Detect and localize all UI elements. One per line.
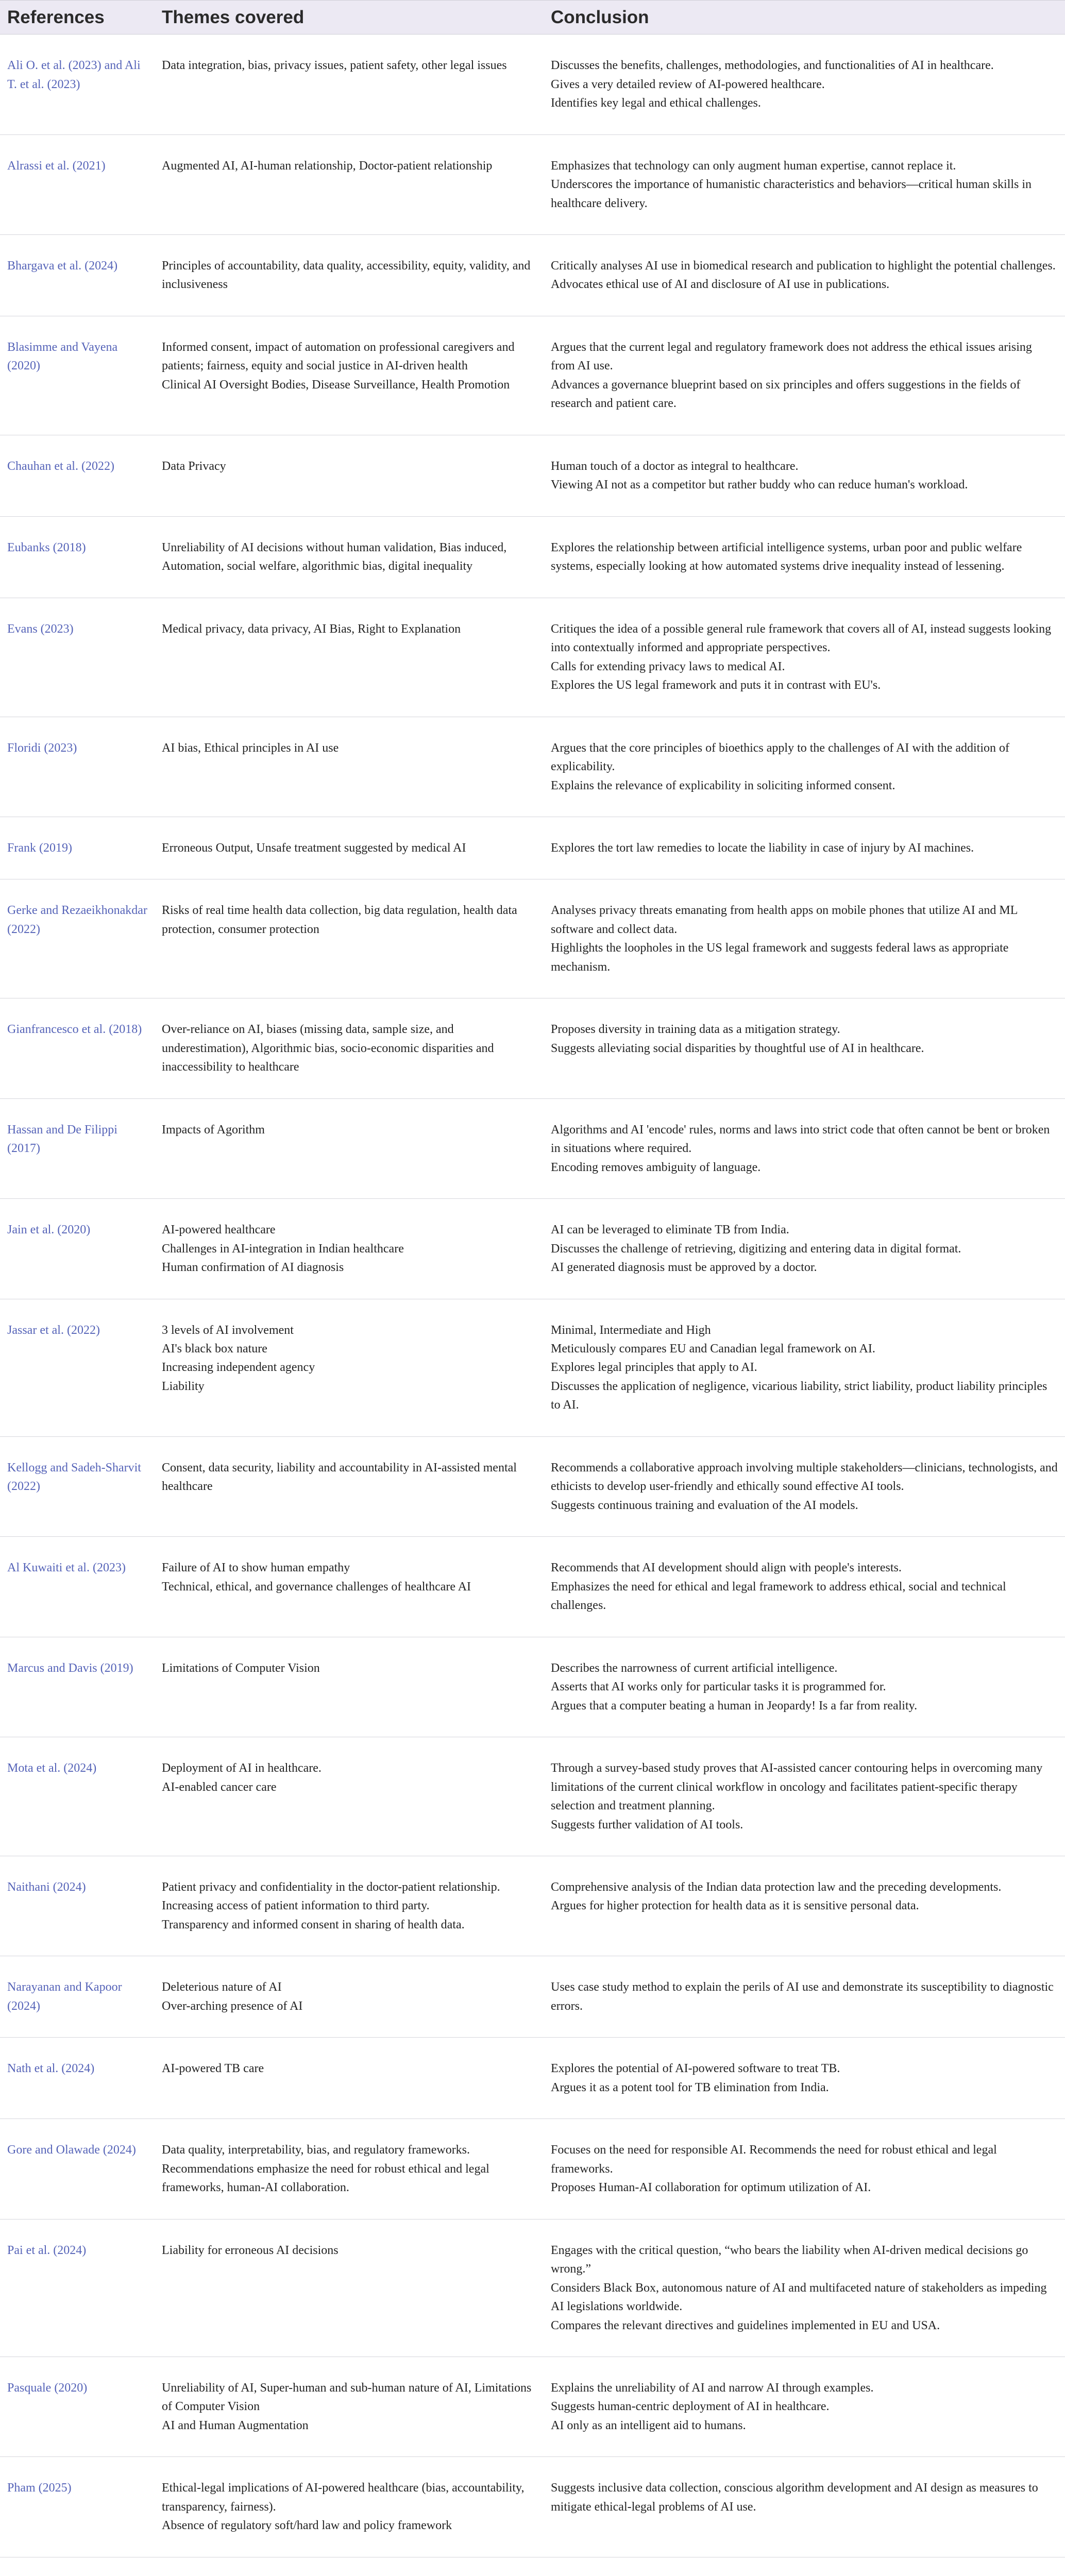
table-row bbox=[0, 435, 1065, 516]
reference-cell[interactable]: Pasquale (2020) bbox=[0, 2357, 155, 2457]
reference-cell[interactable] bbox=[0, 2557, 155, 2576]
theme-line: AI and Human Augmentation bbox=[162, 2418, 309, 2432]
theme-line: Clinical AI Oversight Bodies, Disease Surveillance, Health Promotion bbox=[162, 378, 510, 392]
table-row bbox=[0, 1856, 1065, 1956]
conclusion-cell bbox=[544, 1956, 1065, 2038]
conclusion-line: Discusses the challenge of retrieving, digitizing and entering data in digital format. bbox=[551, 1242, 961, 1256]
reference-cell[interactable]: Al Kuwaiti et al. (2023) bbox=[0, 1537, 155, 1637]
reference-cell[interactable]: Kellogg and Sadeh-Sharvit (2022) bbox=[0, 1436, 155, 1536]
conclusion-line: Encoding removes ambiguity of language. bbox=[551, 1160, 761, 1174]
table-row bbox=[0, 134, 1065, 234]
themes-cell bbox=[155, 817, 544, 879]
conclusion-line: Advances a governance blueprint based on six principles and offers suggestions in the fields of research and patient care. bbox=[551, 378, 1021, 411]
theme-line: Limitations of Computer Vision bbox=[162, 1661, 320, 1675]
table-row bbox=[0, 1098, 1065, 1198]
conclusion-cell bbox=[544, 2457, 1065, 2557]
theme-line: Impacts of Agorithm bbox=[162, 1123, 265, 1137]
theme-line: Human confirmation of AI diagnosis bbox=[162, 1261, 344, 1275]
reference-cell[interactable]: Frank (2019) bbox=[0, 817, 155, 879]
conclusion-line: Underscores the importance of humanistic characteristics and behaviors—critical human skills in healthcare delivery. bbox=[551, 178, 1032, 210]
conclusion-cell bbox=[544, 1856, 1065, 1956]
conclusion-line: Explains the relevance of explicability in soliciting informed consent. bbox=[551, 778, 895, 792]
reference-cell[interactable]: Bhargava et al. (2024) bbox=[0, 235, 155, 316]
conclusion-cell bbox=[544, 1737, 1065, 1856]
conclusion-cell bbox=[544, 717, 1065, 817]
conclusion-line: Argues for higher protection for health data as it is sensitive personal data. bbox=[551, 1899, 919, 1913]
conclusion-line: Discusses the application of negligence, vicarious liability, strict liability, product liability principles to AI. bbox=[551, 1379, 1047, 1412]
conclusion-cell bbox=[544, 435, 1065, 516]
theme-line: AI bias, Ethical principles in AI use bbox=[162, 741, 339, 755]
conclusion-cell bbox=[544, 2219, 1065, 2357]
conclusion-line: Suggests human-centric deployment of AI in healthcare. bbox=[551, 2400, 830, 2414]
conclusion-line: Gives a very detailed review of AI-powered healthcare. bbox=[551, 77, 825, 91]
themes-cell bbox=[155, 1856, 544, 1956]
theme-line: Patient privacy and confidentiality in the doctor-patient relationship. bbox=[162, 1880, 500, 1894]
theme-line: Increasing access of patient information to third party. bbox=[162, 1899, 430, 1913]
conclusion-line: Analyses privacy threats emanating from health apps on mobile phones that utilize AI and ML software and collect data. bbox=[551, 904, 1018, 936]
table-row bbox=[0, 1199, 1065, 1299]
reference-cell[interactable]: Eubanks (2018) bbox=[0, 516, 155, 598]
table-body bbox=[0, 35, 1065, 2576]
table-row bbox=[0, 1637, 1065, 1737]
conclusion-line: Recommends a collaborative approach involving multiple stakeholders—clinicians, technologists, and ethicists to develop user-friendly and ethically sound effective AI tools. bbox=[551, 1461, 1058, 1494]
theme-line: Failure of AI to show human empathy bbox=[162, 1561, 350, 1575]
conclusion-cell bbox=[544, 2357, 1065, 2457]
conclusion-cell bbox=[544, 516, 1065, 598]
reference-cell[interactable]: Blasimme and Vayena (2020) bbox=[0, 316, 155, 435]
table-row bbox=[0, 1737, 1065, 1856]
themes-cell bbox=[155, 2119, 544, 2219]
themes-cell bbox=[155, 1436, 544, 1536]
conclusion-line: Human touch of a doctor as integral to healthcare. bbox=[551, 459, 799, 473]
reference-cell[interactable]: Mota et al. (2024) bbox=[0, 1737, 155, 1856]
conclusion-line: Emphasizes that technology can only augment human expertise, cannot replace it. bbox=[551, 159, 956, 173]
table-row bbox=[0, 316, 1065, 435]
theme-line: AI-powered healthcare bbox=[162, 1223, 276, 1237]
conclusion-line: Algorithms and AI 'encode' rules, norms and laws into strict code that often cannot be bent or broken in situations where required. bbox=[551, 1123, 1050, 1156]
conclusion-line: Emphasizes the need for ethical and legal framework to address ethical, social and technical challenges. bbox=[551, 1580, 1006, 1613]
conclusion-line: Argues that a computer beating a human in Jeopardy! Is a far from reality. bbox=[551, 1699, 918, 1713]
reference-cell[interactable]: Naithani (2024) bbox=[0, 1856, 155, 1956]
conclusion-cell bbox=[544, 2038, 1065, 2119]
theme-line: Transparency and informed consent in sharing of health data. bbox=[162, 1918, 465, 1931]
table-row bbox=[0, 817, 1065, 879]
theme-line: Liability bbox=[162, 1379, 205, 1393]
table-row bbox=[0, 598, 1065, 717]
theme-line: Over-arching presence of AI bbox=[162, 1999, 303, 2013]
conclusion-line: Through a survey-based study proves that AI-assisted cancer contouring helps in overcoming many limitations of the current clinical workflow in oncology and facilitates patient-specific therapy selection and treatment planning. bbox=[551, 1761, 1043, 1813]
conclusion-line: Identifies key legal and ethical challenges. bbox=[551, 96, 761, 110]
conclusion-line: Asserts that AI works only for particular tasks it is programmed for. bbox=[551, 1680, 886, 1694]
conclusion-line: Suggests continuous training and evaluation of the AI models. bbox=[551, 1498, 858, 1512]
conclusion-line: Explores the tort law remedies to locate the liability in case of injury by AI machines. bbox=[551, 841, 974, 855]
reference-cell[interactable]: Nath et al. (2024) bbox=[0, 2038, 155, 2119]
conclusion-line: Explores the relationship between artificial intelligence systems, urban poor and public welfare systems, especially looking at how automated systems drive inequality instead of lessening. bbox=[551, 540, 1022, 573]
theme-line: Data quality, interpretability, bias, and regulatory frameworks. bbox=[162, 2143, 470, 2157]
theme-line: Data integration, bias, privacy issues, patient safety, other legal issues bbox=[162, 59, 507, 73]
conclusion-line: Argues it as a potent tool for TB elimination from India. bbox=[551, 2080, 829, 2094]
theme-line: Over-reliance on AI, biases (missing data, sample size, and underestimation), Algorithmic bias, socio-economic disparities and inaccessibility to healthcare bbox=[162, 1023, 494, 1074]
themes-cell bbox=[155, 717, 544, 817]
conclusion-line: Critically analyses AI use in biomedical research and publication to highlight the potential challenges. bbox=[551, 259, 1056, 273]
theme-line: AI-powered TB care bbox=[162, 2062, 264, 2076]
conclusion-cell bbox=[544, 2119, 1065, 2219]
theme-line: Medical privacy, data privacy, AI Bias, Right to Explanation bbox=[162, 622, 461, 636]
themes-cell bbox=[155, 2557, 544, 2576]
conclusion-cell bbox=[544, 35, 1065, 134]
themes-cell bbox=[155, 134, 544, 234]
conclusion-line: Explores the US legal framework and puts it in contrast with EU's. bbox=[551, 679, 881, 692]
reference-cell[interactable]: Narayanan and Kapoor (2024) bbox=[0, 1956, 155, 2038]
themes-cell bbox=[155, 879, 544, 998]
theme-line: Risks of real time health data collection, big data regulation, health data protection, consumer protection bbox=[162, 904, 517, 936]
themes-cell bbox=[155, 2038, 544, 2119]
theme-line: AI's black box nature bbox=[162, 1342, 267, 1355]
table-row bbox=[0, 1537, 1065, 1637]
reference-cell[interactable]: Gianfrancesco et al. (2018) bbox=[0, 998, 155, 1098]
table-row bbox=[0, 2457, 1065, 2557]
theme-line: Ethical-legal implications of AI-powered healthcare (bias, accountability, transparency, fairness). bbox=[162, 2481, 525, 2514]
reference-cell[interactable]: Pai et al. (2024) bbox=[0, 2219, 155, 2357]
header-row bbox=[0, 1, 1065, 35]
table-row bbox=[0, 235, 1065, 316]
theme-line: Absence of regulatory soft/hard law and policy framework bbox=[162, 2519, 452, 2533]
conclusion-line: AI can be leveraged to eliminate TB from India. bbox=[551, 1223, 789, 1237]
theme-line: Erroneous Output, Unsafe treatment suggested by medical AI bbox=[162, 841, 466, 855]
themes-cell bbox=[155, 1098, 544, 1198]
conclusion-line: Recommends that AI development should align with people's interests. bbox=[551, 1561, 902, 1575]
conclusion-line: Meticulously compares EU and Canadian legal framework on AI. bbox=[551, 1342, 875, 1355]
conclusion-cell bbox=[544, 998, 1065, 1098]
conclusion-cell bbox=[544, 235, 1065, 316]
conclusion-line: Discusses the benefits, challenges, methodologies, and functionalities of AI in healthcare. bbox=[551, 59, 994, 73]
conclusion-cell bbox=[544, 1436, 1065, 1536]
table-row bbox=[0, 1956, 1065, 2038]
conclusion-line: Highlights the loopholes in the US legal framework and suggests federal laws as appropriate mechanism. bbox=[551, 941, 1009, 974]
conclusion-cell bbox=[544, 316, 1065, 435]
theme-line: Recommendations emphasize the need for robust ethical and legal frameworks, human-AI collaboration. bbox=[162, 2162, 489, 2195]
table-row bbox=[0, 2557, 1065, 2576]
conclusion-line: Critiques the idea of a possible general rule framework that covers all of AI, instead suggests looking into contextually informed and appropriate perspectives. bbox=[551, 622, 1052, 655]
conclusion-cell bbox=[544, 1299, 1065, 1436]
conclusion-line: Compares the relevant directives and guidelines implemented in EU and USA. bbox=[551, 2318, 940, 2332]
conclusion-line: Suggests alleviating social disparities by thoughtful use of AI in healthcare. bbox=[551, 1041, 924, 1055]
table-row bbox=[0, 717, 1065, 817]
theme-line: Deleterious nature of AI bbox=[162, 1980, 282, 1994]
themes-cell bbox=[155, 1956, 544, 2038]
theme-line: 3 levels of AI involvement bbox=[162, 1323, 294, 1337]
themes-cell bbox=[155, 1737, 544, 1856]
theme-line: Increasing independent agency bbox=[162, 1361, 315, 1375]
conclusion-line: Describes the narrowness of current artificial intelligence. bbox=[551, 1661, 838, 1675]
themes-cell bbox=[155, 1299, 544, 1436]
themes-cell bbox=[155, 598, 544, 717]
theme-line: Deployment of AI in healthcare. bbox=[162, 1761, 322, 1775]
conclusion-cell bbox=[544, 598, 1065, 717]
themes-cell bbox=[155, 516, 544, 598]
table-row bbox=[0, 1299, 1065, 1436]
conclusion-cell bbox=[544, 1637, 1065, 1737]
header-references: References bbox=[0, 1, 155, 35]
table-row bbox=[0, 2219, 1065, 2357]
themes-cell bbox=[155, 1637, 544, 1737]
conclusion-cell bbox=[544, 1098, 1065, 1198]
table-header bbox=[0, 1, 1065, 35]
reference-cell[interactable]: Pham (2025) bbox=[0, 2457, 155, 2557]
theme-line: Unreliability of AI decisions without human validation, Bias induced, Automation, social welfare, algorithmic bias, digital inequality bbox=[162, 540, 507, 573]
theme-line: Liability for erroneous AI decisions bbox=[162, 2243, 339, 2257]
conclusion-line: Explains the unreliability of AI and narrow AI through examples. bbox=[551, 2381, 874, 2395]
conclusion-line: Explores legal principles that apply to AI. bbox=[551, 1361, 757, 1375]
conclusion-line: Engages with the critical question, “who bears the liability when AI-driven medical decisions go wrong.” bbox=[551, 2243, 1028, 2276]
themes-cell bbox=[155, 2357, 544, 2457]
table-row bbox=[0, 2119, 1065, 2219]
themes-cell bbox=[155, 2219, 544, 2357]
conclusion-line: Advocates ethical use of AI and disclosure of AI use in publications. bbox=[551, 278, 890, 292]
header-themes-covered: Themes covered bbox=[155, 1, 544, 35]
conclusion-line: Proposes diversity in training data as a mitigation strategy. bbox=[551, 1023, 840, 1037]
table-row bbox=[0, 516, 1065, 598]
conclusion-line: Viewing AI not as a competitor but rather buddy who can reduce human's workload. bbox=[551, 478, 968, 492]
themes-cell bbox=[155, 316, 544, 435]
theme-line: Informed consent, impact of automation on professional caregivers and patients; fairness, equity and social justice in AI-driven health bbox=[162, 340, 515, 373]
conclusion-line: AI generated diagnosis must be approved by a doctor. bbox=[551, 1261, 817, 1275]
reference-cell[interactable]: Hassan and De Filippi (2017) bbox=[0, 1098, 155, 1198]
themes-cell bbox=[155, 2457, 544, 2557]
conclusion-line: Comprehensive analysis of the Indian data protection law and the preceding developments. bbox=[551, 1880, 1002, 1894]
conclusion-line: Argues that the core principles of bioethics apply to the challenges of AI with the addition of explicability. bbox=[551, 741, 1009, 774]
reference-cell[interactable]: Jain et al. (2020) bbox=[0, 1199, 155, 1299]
theme-line: Data Privacy bbox=[162, 459, 226, 473]
conclusion-line: Focuses on the need for responsible AI. Recommends the need for robust ethical and legal frameworks. bbox=[551, 2143, 997, 2176]
conclusion-line: AI only as an intelligent aid to humans. bbox=[551, 2418, 746, 2432]
theme-line: Unreliability of AI, Super-human and sub-human nature of AI, Limitations of Computer Vision bbox=[162, 2381, 532, 2414]
conclusion-line: Proposes Human-AI collaboration for optimum utilization of AI. bbox=[551, 2181, 871, 2195]
table-row bbox=[0, 998, 1065, 1098]
conclusion-line: Argues that the current legal and regulatory framework does not address the ethical issues arising from AI use. bbox=[551, 340, 1032, 373]
reference-cell[interactable]: Gore and Olawade (2024) bbox=[0, 2119, 155, 2219]
conclusion-cell bbox=[544, 879, 1065, 998]
themes-cell bbox=[155, 235, 544, 316]
table-row bbox=[0, 2038, 1065, 2119]
conclusion-line: Suggests inclusive data collection, conscious algorithm development and AI design as measures to mitigate ethical-legal problems of AI use. bbox=[551, 2481, 1038, 2514]
table-row bbox=[0, 1436, 1065, 1536]
table-row bbox=[0, 879, 1065, 998]
conclusion-line: Minimal, Intermediate and High bbox=[551, 1323, 711, 1337]
themes-cell bbox=[155, 1199, 544, 1299]
theme-line: Principles of accountability, data quality, accessibility, equity, validity, and inclusiveness bbox=[162, 259, 531, 292]
reference-cell[interactable]: Chauhan et al. (2022) bbox=[0, 435, 155, 516]
themes-cell bbox=[155, 998, 544, 1098]
reference-cell[interactable]: Marcus and Davis (2019) bbox=[0, 1637, 155, 1737]
conclusion-line: Calls for extending privacy laws to medical AI. bbox=[551, 659, 785, 673]
conclusion-cell bbox=[544, 817, 1065, 879]
theme-line: AI-enabled cancer care bbox=[162, 1780, 277, 1794]
reference-cell[interactable]: Alrassi et al. (2021) bbox=[0, 134, 155, 234]
table-row bbox=[0, 35, 1065, 134]
reference-cell[interactable]: Jassar et al. (2022) bbox=[0, 1299, 155, 1436]
table-row bbox=[0, 2357, 1065, 2457]
theme-line: Consent, data security, liability and accountability in AI-assisted mental healthcare bbox=[162, 1461, 517, 1494]
reference-cell[interactable]: Floridi (2023) bbox=[0, 717, 155, 817]
theme-line: Augmented AI, AI-human relationship, Doctor-patient relationship bbox=[162, 159, 493, 173]
conclusion-line: Considers Black Box, autonomous nature of AI and multifaceted nature of stakeholders as impeding AI legislations worldwide. bbox=[551, 2281, 1047, 2314]
header-conclusion: Conclusion bbox=[544, 1, 1065, 35]
conclusion-line: Suggests further validation of AI tools. bbox=[551, 1818, 743, 1832]
reference-cell[interactable]: Ali O. et al. (2023) and Ali T. et al. (2023) bbox=[0, 35, 155, 134]
reference-cell[interactable]: Evans (2023) bbox=[0, 598, 155, 717]
conclusion-cell bbox=[544, 1537, 1065, 1637]
theme-line: Technical, ethical, and governance challenges of healthcare AI bbox=[162, 1580, 471, 1594]
themes-cell bbox=[155, 435, 544, 516]
conclusion-line: Uses case study method to explain the perils of AI use and demonstrate its susceptibility to diagnostic errors. bbox=[551, 1980, 1054, 2013]
themes-cell bbox=[155, 1537, 544, 1637]
conclusion-cell bbox=[544, 1199, 1065, 1299]
conclusion-cell bbox=[544, 2557, 1065, 2576]
conclusion-cell bbox=[544, 134, 1065, 234]
conclusion-line: Explores the potential of AI-powered software to treat TB. bbox=[551, 2062, 840, 2076]
reference-cell[interactable]: Gerke and Rezaeikhonakdar (2022) bbox=[0, 879, 155, 998]
theme-line: Challenges in AI-integration in Indian healthcare bbox=[162, 1242, 404, 1256]
themes-cell bbox=[155, 35, 544, 134]
